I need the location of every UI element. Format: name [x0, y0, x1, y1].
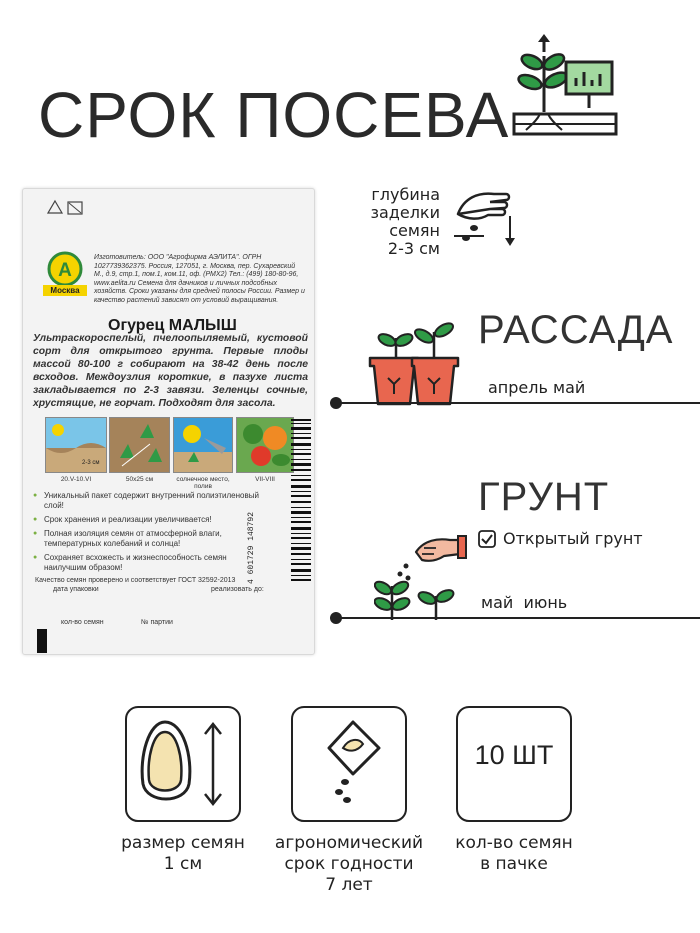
- seed-packet: [22, 188, 315, 655]
- seed-size-value: 1 см: [163, 854, 203, 874]
- seed-count-label: [429, 833, 599, 875]
- page-title: СРОК ПОСЕВА: [38, 79, 510, 151]
- checkbox-icon: [478, 530, 496, 548]
- depth-line: глубина: [371, 185, 440, 204]
- seed-count-label: кол-во семян: [61, 619, 104, 626]
- scheme-picture: [109, 417, 170, 473]
- shelf-life-value: 7 лет: [325, 875, 373, 895]
- seed-size-box: [125, 706, 241, 822]
- recycle-icon: [47, 199, 87, 219]
- svg-text:А: А: [58, 260, 72, 281]
- pack-date-label: дата упаковки: [53, 586, 99, 593]
- packet-marker: [37, 629, 47, 653]
- scheme-caption: 50x25 см: [125, 476, 154, 483]
- depth-text: [356, 186, 440, 258]
- gost-text: Качество семян проверено и соответствует ГОСТ 32592-2013: [35, 577, 236, 584]
- packet-bullet: ● Срок хранения и реализации увеличивается!: [33, 515, 263, 525]
- packet-bullet: ● Сохраняет всхожесть и жизнеспособность семян наилучшим образом!: [33, 553, 263, 573]
- seed-count-box: [456, 706, 572, 822]
- seed-bag-icon: [293, 708, 405, 820]
- shelf-life-label-line: агрономический: [274, 833, 424, 853]
- barcode-digits: 4 601729 148792: [247, 511, 256, 584]
- barcode: [281, 419, 311, 589]
- planting-hand-icon: [374, 526, 470, 622]
- timeline-line: [336, 617, 700, 619]
- ground-months: май июнь: [481, 593, 568, 612]
- seed-count-label-line: в пачке: [480, 854, 548, 874]
- sell-until-label: реализовать до:: [211, 586, 264, 593]
- place-caption: солнечное место, полив: [176, 476, 230, 490]
- ground-title: ГРУНТ: [478, 475, 610, 519]
- seed-count-value: 10 ШТ: [474, 740, 554, 770]
- depth-line: семян: [389, 221, 440, 240]
- sowing-picture: [45, 417, 107, 473]
- hand-sowing-icon: [450, 180, 520, 252]
- packet-bullet: ● Уникальный пакет содержит внутренний полиэтиленовый слой!: [33, 491, 263, 511]
- seedling-monitor-icon: [510, 34, 622, 144]
- packet-bullet: ● Полная изоляция семян от атмосферной влаги, температурных колебаний и солнца!: [33, 529, 263, 549]
- shelf-life-label-line: срок годности: [284, 854, 414, 874]
- seedling-months: апрель май: [488, 378, 586, 397]
- seedling-pots-icon: [366, 318, 462, 408]
- sowing-date-caption: 20.V-10.VI: [60, 476, 92, 483]
- batch-label: № партии: [141, 619, 173, 626]
- ground-option: Открытый грунт: [503, 529, 643, 548]
- depth-value: 2-3 см: [387, 239, 440, 258]
- packet-description: Ультраскороспелый, пчелоопыляемый, кустовой сорт для открытого грунта. Первые плоды массой 80-100 г собирают на 38-42 день после всходов. Междоузлия короткие, в пазухе листа закладывается по 2-3 завязи. Зеленцы сочные, хрустящие, не горчат. Подходят для засола.: [33, 333, 308, 409]
- depth-line: заделки: [370, 203, 440, 222]
- seed-size-label-line: размер семян: [121, 833, 245, 853]
- shelf-life-label: [264, 833, 434, 896]
- seedling-title: РАССАДА: [478, 308, 674, 352]
- seed-size-icon: [127, 708, 239, 820]
- shelf-life-box: [291, 706, 407, 822]
- seed-count-label-line: кол-во семян: [455, 833, 573, 853]
- harvest-caption: VII-VIII: [255, 476, 275, 483]
- seed-size-label: [98, 833, 268, 875]
- packet-variety-name: Огурец МАЛЫШ: [108, 317, 237, 334]
- depth-caption: 2-3 см: [82, 460, 100, 466]
- packet-manufacturer: Изготовитель: ООО "Агрофирма АЭЛИТА". ОГРН 1027739362375. Россия, 127051, г. Москва, пер. Сухаревский М., д.9, стр.1, пом.1, ком.11, оф. (РМХ2) Тел.: (499) 180-80-96, www.aelita.ru Семена для дачников и личных подсобных хозяйств. Сроки указаны для средней полосы России. Размер и качество растений зависят от условий выращивания.: [94, 254, 305, 304]
- sun-watering-picture: [173, 417, 233, 473]
- brand-logo: [43, 251, 87, 297]
- timeline-line: [336, 402, 700, 404]
- brand-name: Москва: [43, 285, 87, 296]
